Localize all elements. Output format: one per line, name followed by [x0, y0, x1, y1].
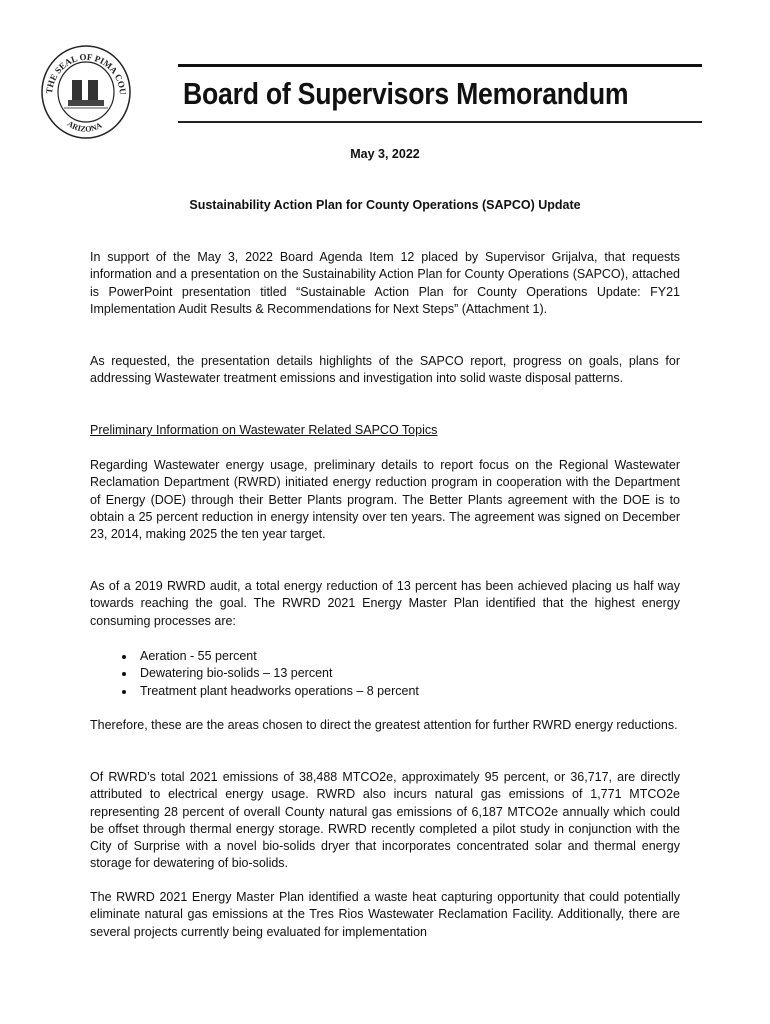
svg-text:ARIZONA: ARIZONA: [65, 118, 104, 134]
list-item: • Treatment plant headworks operations – 8 percent: [136, 683, 419, 700]
memo-title: Board of Supervisors Memorandum: [183, 76, 629, 111]
list-item: • Dewatering bio-solids – 13 percent: [136, 665, 419, 682]
paragraph: As requested, the presentation details highlights of the SAPCO report, progress on goals, plans for addressing Wastewater treatment emissions and investigation into solid waste disposal patterns.: [90, 354, 680, 386]
svg-text:THE SEAL OF PIMA COUNTY: THE SEAL OF PIMA COU: [44, 51, 129, 96]
header-rule-top: [178, 64, 702, 67]
memo-date: May 3, 2022: [350, 147, 420, 161]
memo-subject: Sustainability Action Plan for County Operations (SAPCO) Update: [189, 198, 581, 212]
paragraph: As of a 2019 RWRD audit, a total energy reduction of 13 percent has been achieved placing us half way towards reaching the goal. The RWRD 2021 Energy Master Plan identified that the highest energy consuming processes are:: [90, 579, 680, 628]
header-rule-bottom: [178, 121, 702, 123]
paragraph: Therefore, these are the areas chosen to direct the greatest attention for further RWRD energy reductions.: [90, 718, 678, 732]
energy-process-list: [90, 648, 419, 700]
list-item: • Aeration - 55 percent: [136, 648, 419, 665]
section-heading: Preliminary Information on Wastewater Related SAPCO Topics: [90, 423, 438, 437]
pima-county-seal: [40, 44, 132, 140]
paragraph: The RWRD 2021 Energy Master Plan identified a waste heat capturing opportunity that could potentially eliminate natural gas emissions at the Tres Rios Wastewater Reclamation Facility. Additionally, there are several projects currently being evaluated for implementation: [90, 890, 680, 939]
paragraph: In support of the May 3, 2022 Board Agenda Item 12 placed by Supervisor Grijalva, that requests information and a presentation on the Sustainability Action Plan for County Operations (SAPCO), attached is PowerPoint presentation titled “Sustainable Action Plan for County Operations Update: FY21 Implementation Audit Results & Recommendations for Next Steps” (Attachment 1).: [90, 250, 680, 316]
paragraph: Regarding Wastewater energy usage, preliminary details to report focus on the Regional Wastewater Reclamation Department (RWRD) initiated energy reduction program in cooperation with the Department of Energy (DOE) through their Better Plants program. The Better Plants agreement with the DOE is to obtain a 25 percent reduction in energy intensity over ten years. The agreement was signed on December 23, 2014, making 2025 the ten year target.: [90, 458, 680, 542]
paragraph: Of RWRD’s total 2021 emissions of 38,488 MTCO2e, approximately 95 percent, or 36,717, are directly attributed to electrical energy usage. RWRD also incurs natural gas emissions of 1,771 MTCO2e representing 28 percent of overall County natural gas emissions of 6,187 MTCO2e annually which could be offset through thermal energy storage. RWRD recently completed a pilot study in conjunction with the City of Surprise with a novel bio-solids dryer that incorporates concentrated solar and thermal energy storage for dewatering of bio-solids.: [90, 770, 680, 871]
